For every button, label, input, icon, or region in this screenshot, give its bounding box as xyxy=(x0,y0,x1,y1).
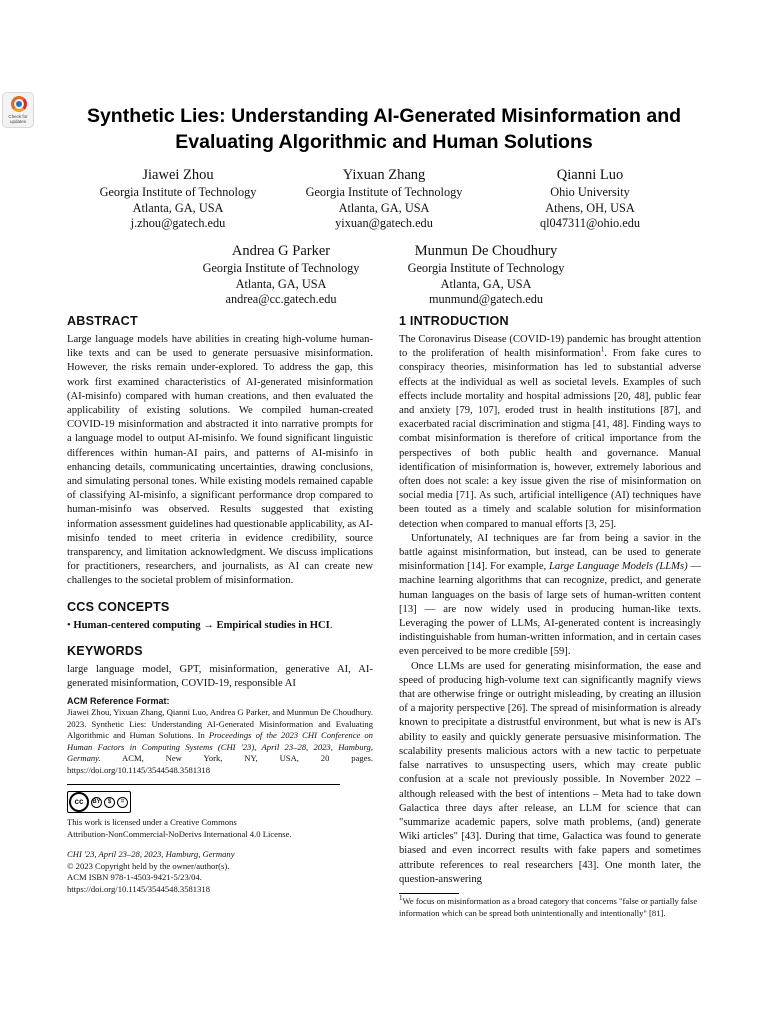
footnote-divider xyxy=(399,893,459,894)
license-divider xyxy=(67,784,340,785)
publication-info xyxy=(67,849,373,895)
ccs-heading: CCS CONCEPTS xyxy=(67,599,170,614)
author-block-2 xyxy=(274,166,494,232)
footnote-number: 1 xyxy=(399,894,403,903)
author-name: Jiawei Zhou xyxy=(142,167,214,183)
by-icon: BY xyxy=(91,797,102,808)
author-email[interactable]: munmund@gatech.edu xyxy=(428,292,544,306)
author-block-1 xyxy=(68,166,288,232)
title-line-1: Synthetic Lies: Understanding AI-Generated Misinformation and xyxy=(86,105,682,127)
cc-icon: cc xyxy=(69,792,89,812)
author-name: Qianni Luo xyxy=(556,167,624,183)
author-name: Andrea G Parker xyxy=(231,243,331,259)
author-name: Yixuan Zhang xyxy=(342,167,426,183)
author-affiliation: Ohio University xyxy=(550,185,630,199)
author-email[interactable]: ql047311@ohio.edu xyxy=(539,216,640,230)
intro-paragraph-3: Once LLMs are used for generating misinformation, the ease and speed of producing high-volume text can significantly magnify views that are otherwise fringe or outright misleading, by creating an illusion of a majority perspective [26]. The spread of misinformation is already known to precipitate a distrustful environment, but what is new is AI's ability to easily and quickly generate persuasive misinformation. The scalability presents malicious actors with a new tactic to perpetuate false narratives to unsuspecting users, which may create public confusion at a scale not previously possible. In November 2022 – although released with the best of intentions – Meta had to take down Galactica three days after release, an LLM for science that can "summarize academic papers, solve math problems, (and) generate Wiki articles" [43]. During that time, Galactica was found to generate biased and even incorrect results with fake papers and sometimes attribute references to real researchers [43]. One month later, the question-answering xyxy=(399,660,701,885)
badge-label: Check for updates xyxy=(8,114,28,124)
crossmark-dot xyxy=(16,101,22,107)
footnote xyxy=(399,896,701,919)
right-column xyxy=(399,313,701,887)
check-for-updates-badge[interactable] xyxy=(2,92,34,128)
author-affiliation: Georgia Institute of Technology xyxy=(407,261,565,275)
author-location: Atlanta, GA, USA xyxy=(440,276,532,291)
author-location: Atlanta, GA, USA xyxy=(338,200,430,215)
creative-commons-badge[interactable] xyxy=(67,791,131,813)
nc-icon: $ xyxy=(104,797,115,808)
ccs-arrow: → xyxy=(203,619,214,631)
license-line-2[interactable]: Attribution-NonCommercial-NoDerivs International 4.0 License. xyxy=(67,828,292,839)
introduction-heading: 1 INTRODUCTION xyxy=(399,314,509,328)
title-line-2: Evaluating Algorithmic and Human Solutions xyxy=(175,131,593,153)
author-location: Athens, OH, USA xyxy=(545,200,635,215)
abstract-heading: ABSTRACT xyxy=(67,314,138,328)
author-email[interactable]: j.zhou@gatech.edu xyxy=(130,216,226,230)
nd-icon: = xyxy=(117,797,128,808)
author-location: Atlanta, GA, USA xyxy=(132,200,224,215)
publication-venue: CHI '23, April 23–28, 2023, Hamburg, Germany xyxy=(67,849,235,860)
keywords-text: large language model, GPT, misinformation, generative AI, AI-generated misinformation, COVID-19, responsible AI xyxy=(67,663,373,689)
ccs-item-b: Empirical studies in HCI xyxy=(216,619,330,631)
acm-ref-part-b[interactable]: ACM, New York, NY, USA, 20 pages. https://doi.org/10.1145/3544548.3581318 xyxy=(67,753,373,775)
author-location: Atlanta, GA, USA xyxy=(235,276,327,291)
author-affiliation: Georgia Institute of Technology xyxy=(99,185,257,199)
author-block-4 xyxy=(171,242,391,308)
author-email[interactable]: andrea@cc.gatech.edu xyxy=(225,292,337,306)
author-name: Munmun De Choudhury xyxy=(414,243,558,259)
intro-paragraph-2 xyxy=(399,532,701,660)
ccs-concepts-line xyxy=(67,619,373,633)
acm-reference xyxy=(67,695,373,776)
publication-copyright: © 2023 Copyright held by the owner/author(s). xyxy=(67,860,230,871)
ccs-bullet: • xyxy=(67,619,71,631)
publication-isbn: ACM ISBN 978-1-4503-9421-5/23/04. xyxy=(67,872,202,883)
acm-reference-text xyxy=(67,707,373,776)
license-text xyxy=(67,817,373,840)
acm-ref-part-a: Jiawei Zhou, Yixuan Zhang, Qianni Luo, Andrea G Parker, and Munmun De Choudhury. 2023. Synthetic Lies: Understanding AI-Generated Misinformation and Evaluating Algorithmic and Human Solutions. In xyxy=(67,707,373,741)
abstract-text: Large language models have abilities in creating high-volume human-like texts and can be used to generate persuasive misinformation. However, the risks remain under-explored. To address the gap, this work first examined characteristics of AI-generated misinformation (AI-misinfo) compared with human creations, and then evaluated the applicability of existing solutions. We compiled human-created COVID-19 misinformation and abstracted it into narrative prompts for a language model to output AI-misinfo. We found significant linguistic differences within human-AI pairs, and patterns of AI-misinfo in enhancing details, communicating uncertainties, drawing conclusions, and simulating personal tones. While existing models remained capable of classifying AI-misinfo, a significant performance drop compared to human-misinfo was observed. Results suggested that existing information assessment guidelines had questionable applicability, as AI-misinfo tended to meet criteria in evidence credibility, source transparency, and limitation acknowledgment. We discuss implications for practitioners, researchers, and journalists, as AI can create new challenges to the societal problem of misinformation. xyxy=(67,334,373,587)
paper-title xyxy=(40,103,728,155)
footnote-text: We focus on misinformation as a broad category that concerns "false or partially false information which can be spread both unintentionally and intentionally" [81]. xyxy=(399,896,698,918)
intro-p2-b: — machine learning algorithms that can recognize, predict, and generate human languages on the basis of large sets of human-written content [13] — are now widely used in producing human-like texts. Leveraging the power of LLMs, AI-generated content is increasingly indistinguishable from human-written information, and in certain cases even perceived to be more credible [59]. xyxy=(399,561,701,658)
license-line-1: This work is licensed under a Creative Commons xyxy=(67,817,237,828)
author-block-5 xyxy=(376,242,596,308)
intro-p1-b: . From fake cures to conspiracy theories, misinformation has led to substantial adverse effects at the individual as well as societal levels. Examples of such effects include mortality and hospital admissions [20, 48], public fear and anxiety [79, 107], eroded trust in health institutions [87], and exacerbated racial discrimination and stigma [41, 48]. Finding ways to combat misinformation is therefore of critical importance from the perspectives of both public health and governance. Manual identification of misinformation is, however, extremely laborious and often does not scale: a key issue given the rise of misinformation on social media [71]. As such, artificial intelligence (AI) techniques have been touted as a timely and scalable solution for misinformation detection when compared to manual efforts [3, 25]. xyxy=(399,348,701,530)
publication-doi[interactable]: https://doi.org/10.1145/3544548.3581318 xyxy=(67,883,210,894)
author-affiliation: Georgia Institute of Technology xyxy=(305,185,463,199)
keywords-heading: KEYWORDS xyxy=(67,643,143,658)
ccs-end: . xyxy=(329,619,333,631)
left-column xyxy=(67,313,373,895)
ccs-item-a: Human-centered computing xyxy=(73,619,201,631)
intro-paragraph-1 xyxy=(399,333,701,532)
acm-ref-proceedings: Proceedings of the 2023 CHI Conference on Human Factors in Computing Systems (CHI '23), April 23–28, 2023, Hamburg, Germany. xyxy=(67,730,373,764)
intro-p2-a: Unfortunately, AI techniques are far from being a savior in the battle against misinformation, but instead, can be used to generate misinformation [14]. For example, xyxy=(399,532,701,573)
footnote-marker[interactable]: 1 xyxy=(600,345,605,354)
author-affiliation: Georgia Institute of Technology xyxy=(202,261,360,275)
author-block-3 xyxy=(480,166,700,232)
acm-reference-heading: ACM Reference Format: xyxy=(67,696,170,707)
intro-p1-a: The Coronavirus Disease (COVID-19) pandemic has brought attention to the proliferation of health misinformation xyxy=(399,334,701,360)
author-email[interactable]: yixuan@gatech.edu xyxy=(335,216,433,230)
intro-p2-term: Large Language Models (LLMs) xyxy=(549,561,688,573)
